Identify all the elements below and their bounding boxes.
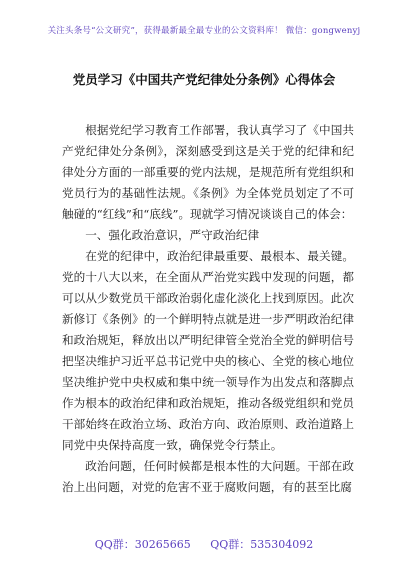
intro-paragraph: 根据党纪学习教育工作部署，我认真学习了《中国共产党纪律处分条例》，深刻感受到这是关于党的纪律和纪律处分方面的一部重要的党内法规，是规范所有党组织和党员行为的基础性法规。《条例》为全体党员划定了不可触碰的“红线”和“底线”。现就学习情况谈谈自己的体会： (62, 123, 354, 221)
qq-group-1: QQ群：30265665 (94, 538, 191, 551)
section-heading: 一、强化政治意识，严守政治纪律 (85, 228, 260, 242)
body-paragraph: 在党的纪律中，政治纪律最重要、最根本、最关键。党的十八大以来，在全面从严治党实践中发现的问题，都可以从少数党员干部政治弱化虚化淡化上找到原因。此次新修订《条例》的一个鲜明特点就是进一步严明政治纪律和政治规矩，释放出以严明纪律管全党治全党的鲜明信号把坚决维护习近平总书记党中央的核心、全党的核心地位坚决维护党中央权威和集中统一领导作为出发点和落脚点作为根本的政治纪律和政治规矩，推动各级党组织和党员干部始终在政治立场、政治方向、政治原则、政治道路上同党中央保持高度一致，确保党令行禁止。 (62, 249, 354, 452)
promo-header: 关注头条号“公文研究”，获得最新最全最专业的公文资料库！ 微信：gongwenyj (47, 26, 361, 36)
document-body (62, 120, 354, 498)
document-title: 党员学习《中国共产党纪律处分条例》心得体会 (72, 72, 336, 87)
qq-group-2: QQ群：535304092 (210, 538, 314, 551)
qq-footer (0, 536, 408, 552)
body-paragraph: 政治问题，任何时候都是根本性的大问题。干部在政治上出问题，对党的危害不亚于腐败问题，有的甚至比腐 (62, 459, 354, 494)
